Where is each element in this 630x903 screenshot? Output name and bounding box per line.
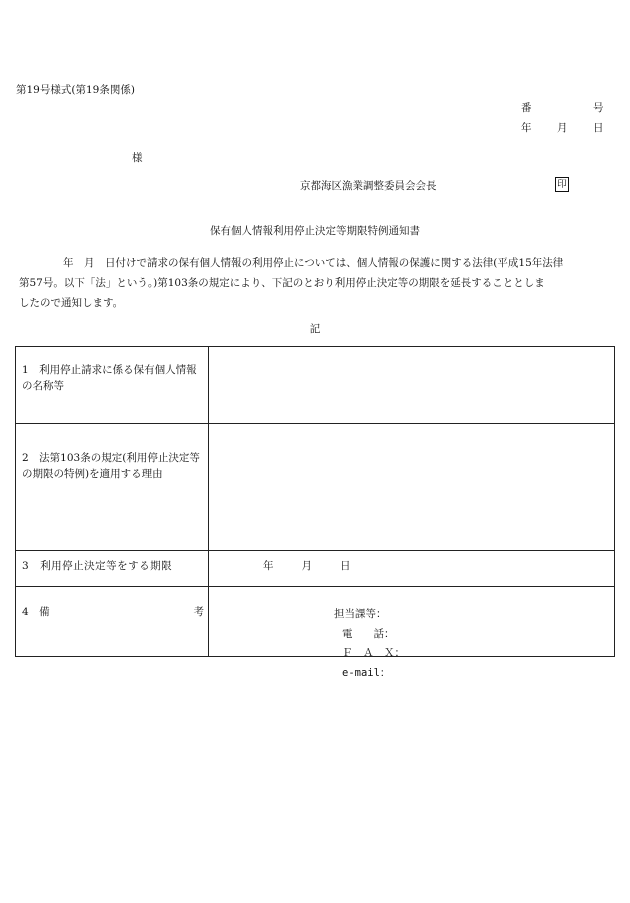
remarks-label-left: 4 備	[22, 606, 50, 618]
deadline-date	[209, 558, 351, 573]
body-text	[19, 253, 617, 313]
date-year: 年	[521, 122, 532, 134]
row-label-reason: 2 法第103条の規定(利用停止決定等の期限の特例)を適用する理由	[16, 424, 209, 551]
row-value-target-info	[209, 347, 615, 424]
detail-table	[15, 346, 615, 657]
row-value-remarks	[209, 587, 615, 657]
row-label-remarks	[16, 587, 209, 657]
row-value-reason	[209, 424, 615, 551]
body-line-3: したので通知します。	[19, 297, 124, 309]
contact-person: 担当課等：	[334, 608, 387, 620]
ki-heading: 記	[309, 323, 321, 335]
number-label: 番	[521, 102, 532, 114]
row-label-target-info: 1 利用停止請求に係る保有個人情報の名称等	[16, 347, 209, 424]
deadline-day: 日	[340, 560, 351, 572]
contact-block	[334, 605, 405, 683]
table-row	[16, 587, 615, 657]
form-number: 第19号様式(第19条関係)	[16, 84, 135, 96]
row-value-deadline	[209, 551, 615, 587]
body-line-2: 第57号。以下「法」という。)第103条の規定により、下記のとおり利用停止決定等の期限を延長することとしま	[19, 277, 545, 289]
date-day: 日	[593, 122, 604, 134]
number-suffix: 号	[593, 102, 604, 114]
contact-phone: 電 話：	[342, 627, 395, 640]
row-label-deadline: 3 利用停止決定等をする期限	[16, 551, 209, 587]
deadline-month: 月	[301, 560, 312, 572]
addressee-honorific: 様	[132, 152, 143, 164]
contact-email: e-mail：	[342, 666, 391, 679]
table-row	[16, 347, 615, 424]
body-line-1: 年 月 日付けで請求の保有個人情報の利用停止については、個人情報の保護に関する法律(平成15年法律	[63, 257, 564, 269]
deadline-year: 年	[263, 560, 274, 572]
table-row	[16, 424, 615, 551]
remarks-label-right: 考	[193, 606, 204, 618]
sender-name: 京都海区漁業調整委員会会長	[300, 180, 437, 192]
date-month: 月	[557, 122, 568, 134]
seal-mark: 印	[555, 177, 569, 192]
table-row	[16, 551, 615, 587]
document-title: 保有個人情報利用停止決定等期限特例通知書	[210, 225, 420, 237]
contact-fax: Ｆ Ａ Ｘ：	[342, 647, 405, 659]
